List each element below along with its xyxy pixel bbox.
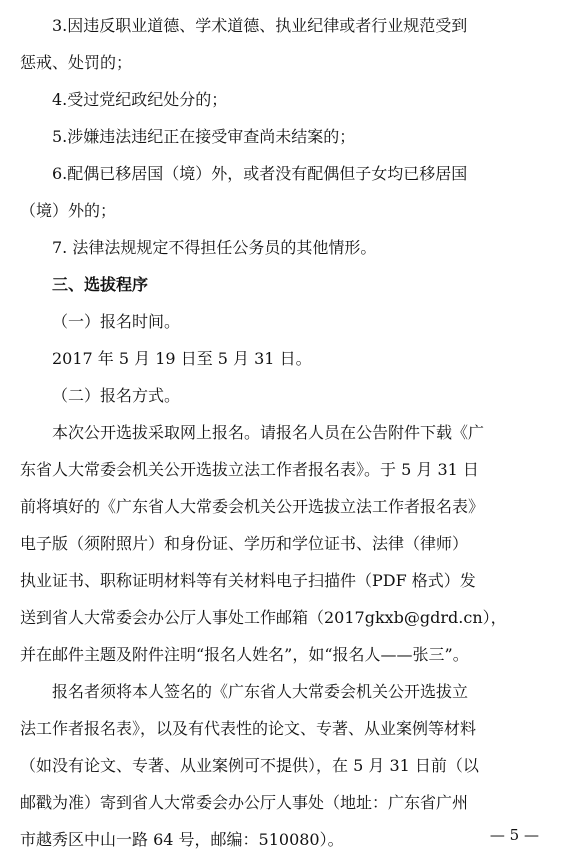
paragraph-line: 执业证书、职称证明材料等有关材料电子扫描件（PDF 格式）发: [20, 571, 476, 590]
paragraph-line: 送到省人大常委会办公厅人事处工作邮箱（2017gkxb@gdrd.cn），: [20, 608, 507, 627]
paragraph-line: （如没有论文、专著、从业案例可不提供），在 5 月 31 日前（以: [20, 756, 479, 775]
paragraph-line: 电子版（须附照片）和身份证、学历和学位证书、法律（律师）: [20, 534, 469, 553]
page-number: — 5 —: [489, 826, 539, 844]
text-line-item-6-cont: （境）外的；: [20, 201, 117, 220]
text-line-item-6: 6.配偶已移居国（境）外，或者没有配偶但子女均已移居国: [52, 164, 468, 183]
paragraph-line: 并在邮件主题及附件注明“报名人姓名”，如“报名人——张三”。: [20, 645, 469, 664]
subheading-registration-time: （一）报名时间。: [52, 312, 181, 331]
text-line-item-3-cont: 惩戒、处罚的；: [20, 53, 133, 72]
text-line-item-7: 7. 法律法规规定不得担任公务员的其他情形。: [52, 238, 377, 257]
paragraph-line: 法工作者报名表》，以及有代表性的论文、专著、从业案例等材料: [20, 719, 477, 738]
paragraph-line: 前将填好的《广东省人大常委会机关公开选拔立法工作者报名表》: [20, 497, 485, 516]
paragraph-line: 市越秀区中山一路 64 号，邮编：510080）。: [20, 830, 344, 849]
text-line-item-5: 5.涉嫌违法违纪正在接受审查尚未结案的；: [52, 127, 356, 146]
paragraph-line: 报名者须将本人签名的《广东省人大常委会机关公开选拔立: [52, 682, 469, 701]
registration-date-range: 2017 年 5 月 19 日至 5 月 31 日。: [52, 349, 312, 368]
subheading-registration-method: （二）报名方式。: [52, 386, 181, 405]
section-heading: 三、选拔程序: [52, 275, 149, 294]
paragraph-line: 东省人大常委会机关公开选拔立法工作者报名表》。于 5 月 31 日: [20, 460, 479, 479]
text-line-item-4: 4.受过党纪政纪处分的；: [52, 90, 228, 109]
text-line-item-3: 3.因违反职业道德、学术道德、执业纪律或者行业规范受到: [52, 16, 468, 35]
paragraph-line: 本次公开选拔采取网上报名。请报名人员在公告附件下载《广: [52, 423, 485, 442]
paragraph-line: 邮戳为准）寄到省人大常委会办公厅人事处（地址：广东省广州: [20, 793, 469, 812]
